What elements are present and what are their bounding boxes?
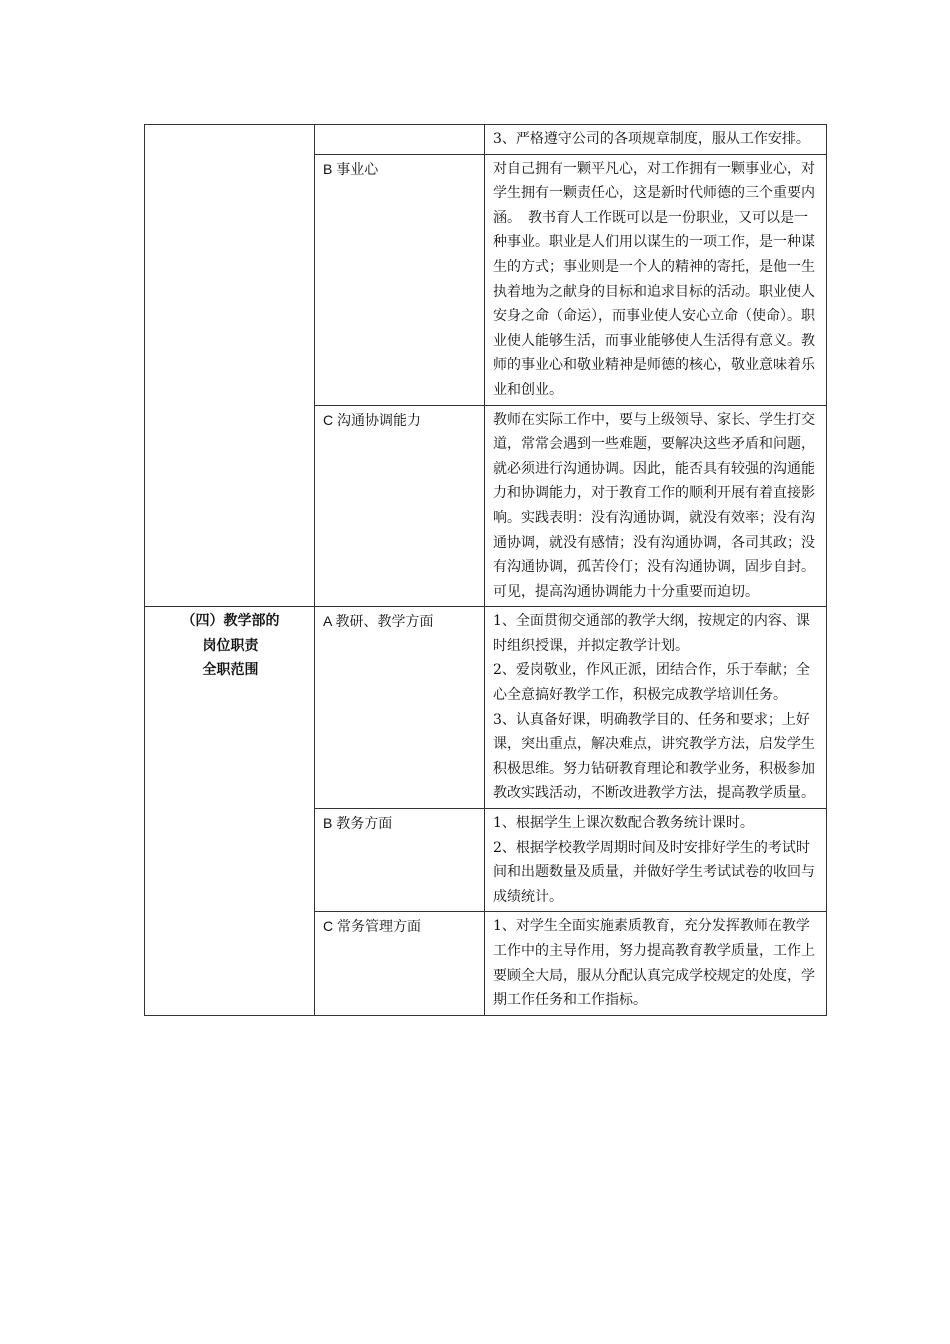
content-cell-rules [485,125,827,155]
subcategory-management: C 常务管理方面 [315,912,485,1015]
subcategory-cell-empty [315,125,485,155]
category-title-line-1: （四）教学部的 [181,613,280,630]
management-item-1: 1、对学生全面实施素质教育，充分发挥教师在教学工作中的主导作用，努力提高教育教学质量，工作上要顾全大局，服从分配认真完成学校规定的处度，学期工作任务和工作指标。 [493,918,815,1009]
affairs-item-2: 2、根据学校教学周期时间及时安排好学生的考试时间和出题数量及质量，并做好学生考试试卷的收回与成绩统计。 [493,839,815,905]
subcategory-affairs: B 教务方面 [315,809,485,912]
category-cell-empty [145,125,315,607]
rules-text: 3、严格遵守公司的各项规章制度，服从工作安排。 [493,131,810,147]
career-text: 对自己拥有一颗平凡心，对工作拥有一颗事业心，对学生拥有一颗责任心，这是新时代师德的三个重要内涵。 教书育人工作既可以是一份职业，又可以是一种事业。职业是人们用以谋生的一项工作，是一种谋生的方式；事业则是一个人的精神的寄托，是他一生执着地为之献身的目标和追求目标的活动。职业使人安身之命（命运），而事业使人安心立命（使命）。职业使人能够生活，而事业能够使人生活得有意义。教师的事业心和敬业精神是师德的核心，敬业意味着乐业和创业。 [493,160,815,398]
table-row [145,125,827,155]
research-item-1: 1、全面贯彻交通部的教学大纲，按规定的内容、课时组织授课，并拟定教学计划。 [493,613,810,654]
responsibility-table [144,124,827,1016]
content-cell-communication [485,405,827,607]
subcategory-career: B 事业心 [315,154,485,405]
affairs-item-1: 1、根据学生上课次数配合教务统计课时。 [493,815,754,832]
category-title-line-3: 全职范围 [202,662,259,679]
subcategory-research: A 教研、教学方面 [315,607,485,809]
content-cell-management [485,912,827,1015]
content-cell-research [485,607,827,809]
table-row [145,607,827,809]
subcategory-communication: C 沟通协调能力 [315,405,485,607]
communication-text: 教师在实际工作中，要与上级领导、家长、学生打交道，常常会遇到一些难题，要解决这些矛盾和问题，就必须进行沟通协调。因此，能否具有较强的沟通能力和协调能力，对于教育工作的顺利开展有着直接影响。实践表明：没有沟通协调，就没有效率；没有沟通协调，就没有感情；没有沟通协调，各司其政；没有沟通协调，孤苦伶仃；没有沟通协调，固步自封。可见，提高沟通协调能力十分重要而迫切。 [493,411,815,600]
research-item-2: 2、爱岗敬业，作风正派，团结合作，乐于奉献；全心全意搞好教学工作，积极完成教学培训任务。 [493,662,810,704]
category-teaching-dept [145,607,315,1016]
content-cell-career [485,154,827,405]
category-title-line-2: 岗位职责 [202,637,259,654]
content-cell-affairs [485,809,827,912]
research-item-3: 3、认真备好课，明确教学目的、任务和要求；上好课，突出重点，解决难点，讲究教学方法，启发学生积极思维。努力钻研教育理论和教学业务，积极参加教改实践活动，不断改进教学方法，提高教学质量。 [493,711,815,802]
